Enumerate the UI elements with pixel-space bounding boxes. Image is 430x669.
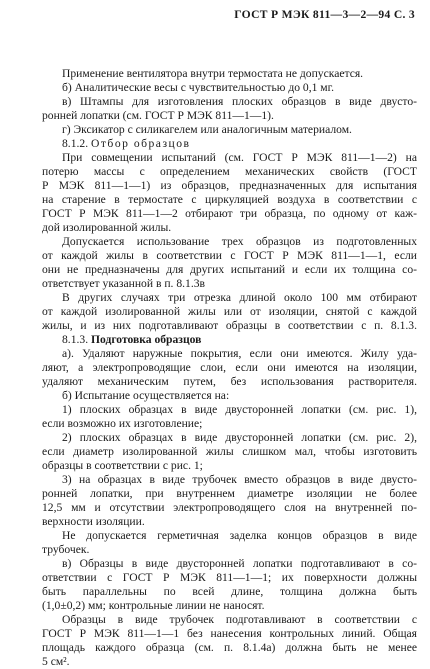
text-line: от каждой изолированной жилы или от изоляции, снятой с каждой xyxy=(42,305,417,318)
text-line: ронней лопатки, при внутреннем диаметре изоляции не более xyxy=(42,487,417,500)
text-line: быть параллельны по всей длине, толщина должна быть xyxy=(42,585,417,598)
text-line: г) Эксикатор с силикагелем или аналогичным материалом. xyxy=(62,123,352,136)
text-line: ронней лопатки (см. ГОСТ Р МЭК 811—1—1). xyxy=(42,109,274,122)
section-number: 8.1.2. xyxy=(62,137,91,150)
text-line: Применение вентилятора внутри термостата не допускается. xyxy=(62,67,364,80)
text-line: 5 см². xyxy=(42,655,70,668)
text-line: 1) плоских образцах в виде двусторонней лопатки (см. рис. 1), xyxy=(62,403,417,416)
text-line xyxy=(42,333,417,347)
text-line xyxy=(42,137,417,151)
document-body xyxy=(42,67,417,669)
text-line: дой изолированной жилы. xyxy=(42,221,172,234)
text-line: ГОСТ Р МЭК 811—1—2 отбирают три образца, по одному от каж- xyxy=(42,207,417,220)
text-line: на старение в термостате с циркуляцией воздуха в соответствии с xyxy=(42,193,417,206)
text-line: а). Удаляют наружные покрытия, если они имеются. Жилу уда- xyxy=(62,347,417,360)
text-line: При совмещении испытаний (см. ГОСТ Р МЭК 811—1—2) на xyxy=(62,151,417,164)
text-line: 3) на образцах в виде трубочек вместо образцов в виде двусто- xyxy=(62,473,417,486)
text-line: Допускается использование трех образцов из подготовленных xyxy=(62,235,417,248)
text-line: если возможно их изготовление; xyxy=(42,417,203,430)
section-number: 8.1.3. xyxy=(62,333,91,346)
text-line: б) Испытание осуществляется на: xyxy=(62,389,230,402)
text-line: Образцы в виде трубочек подготавливают в соответствии с xyxy=(62,613,417,626)
text-line: потерю массы с определением механических свойств (ГОСТ xyxy=(42,165,417,178)
text-line: трубочек. xyxy=(42,543,90,556)
text-line: если диаметр изолированной жилы слишком мал, чтобы изготовить xyxy=(42,445,417,458)
section-title: Подготовка образцов xyxy=(90,333,202,346)
text-line: верхности изоляции. xyxy=(42,515,145,528)
section-title: Отбор образцов xyxy=(90,137,191,150)
text-line: образцы в соответствии с рис. 1; xyxy=(42,459,203,472)
text-line: (1,0±0,2) мм; контрольные линии не наносят. xyxy=(42,599,265,612)
text-line: 2) плоских образцах в виде двусторонней лопатки (см. рис. 2), xyxy=(62,431,417,444)
text-line: Не допускается герметичная заделка концов образцов в виде xyxy=(62,529,417,542)
page-header: ГОСТ Р МЭК 811—3—2—94 С. 3 xyxy=(234,8,415,21)
text-line: от каждой жилы в соответствии с ГОСТ Р МЭК 811—1—1, если xyxy=(42,249,417,262)
text-line: 12,5 мм и отсутствии электропроводящего слоя на внутренней по- xyxy=(42,501,417,514)
text-line: ответствии с ГОСТ Р МЭК 811—1—1; их поверхности должны xyxy=(42,571,417,584)
text-line: в) Штампы для изготовления плоских образцов в виде двусто- xyxy=(62,95,417,108)
text-line: удаляют механическим путем, без использования растворителя. xyxy=(42,375,417,388)
text-line: ГОСТ Р МЭК 811—1—1 без нанесения контрольных линий. Общая xyxy=(42,627,417,640)
text-line: ответствует указанной в п. 8.1.3в xyxy=(42,277,205,290)
text-line: б) Аналитические весы с чувствительностью до 0,1 мг. xyxy=(62,81,334,94)
text-line: в) Образцы в виде двусторонней лопатки подготавливают в со- xyxy=(62,557,417,570)
text-line: площадь каждого образца (см. п. 8.1.4а) должна быть не менее xyxy=(42,641,417,654)
text-line: Р МЭК 811—1—1) из образцов, предназначенных для испытания xyxy=(42,179,417,192)
text-line: ляют, а электропроводящие слои, если они имеются на изоляции, xyxy=(42,361,417,374)
text-line: В других случаях три отрезка длиной около 100 мм отбирают xyxy=(62,291,417,304)
text-line: жилы, и из них подготавливают образцы в соответствии с п. 8.1.3. xyxy=(42,319,417,332)
text-line: они не предназначены для других испытаний и если их толщина со- xyxy=(42,263,417,276)
